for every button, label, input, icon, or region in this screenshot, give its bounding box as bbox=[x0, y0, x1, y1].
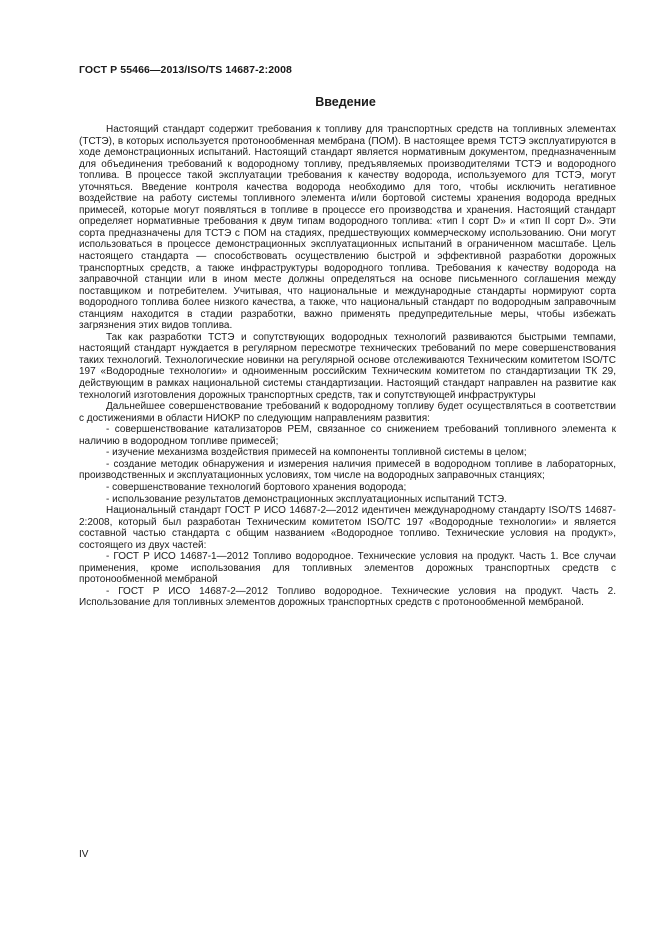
list-item: - использование результатов демонстрационных эксплуатационных испытаний ТСТЭ. bbox=[106, 493, 507, 505]
document-body bbox=[79, 124, 616, 609]
page-number: IV bbox=[79, 849, 89, 860]
paragraph-development: Так как разработки ТСТЭ и сопутствующих водородных технологий развиваются быстрыми темпами, настоящий стандарт нуждается в регулярном пересмотре технических требований по мере совершенствования таких технологий. Технологические новинки на регулярной основе отслеживаются Техническим комитетом ISO/TC 197 «Водородные технологии» и одноименным российским Техническим комитетом по стандартизации ТК 29, действующим в рамках национальной системы стандартизации. Настоящий стандарт направлен на развитие как технологий изготовления дорожных транспортных средств, так и сопутствующей инфраструктуры bbox=[79, 331, 616, 401]
list-item: - совершенствование катализаторов РЕМ, связанное со снижением требований топливного элемента к наличию в водородном топливе примесей; bbox=[79, 424, 616, 447]
list-item: - ГОСТ Р ИСО 14687-1—2012 Топливо водородное. Технические условия на продукт. Часть 1. Все случаи применения, кроме использования для топливных элементов дорожных транспортных средств с протонообменной мембраной bbox=[79, 551, 616, 586]
list-item: - изучение механизма воздействия примесей на компоненты топливной системы в целом; bbox=[106, 447, 527, 459]
document-header: ГОСТ Р 55466—2013/ISO/TS 14687-2:2008 bbox=[79, 64, 292, 76]
list-item: - создание методик обнаружения и измерения наличия примесей в водородном топливе в лабораторных, производственных и эксплуатационных условиях, том числе на водородных заправочных станциях; bbox=[79, 458, 616, 482]
section-title: Введение bbox=[315, 95, 376, 109]
list-item: - совершенствование технологий бортового хранения водорода; bbox=[106, 481, 407, 493]
paragraph-improvement: Дальнейшее совершенствование требований к водородному топливу будет осуществляться в соответствии с достижениями в области НИОКР по следующим направлениям развития: bbox=[79, 401, 616, 424]
paragraph-intro: Настоящий стандарт содержит требования к топливу для транспортных средств на топливных элементах (ТСТЭ), в которых используется протонообменная мембрана (ПОМ). В настоящее время ТСТЭ эксплуатируются в ходе демонстрационных испытаний. Настоящий стандарт является нормативным документом, предназначенным для объединения требований к водородному топливу, предъявляемых производителями ТСТЭ и водородного топлива. В процессе такой эксплуатации требования к качеству водорода, используемого для ТСТЭ, могут уточняться. Введение контроля качества водорода необходимо для того, чтобы исключить негативное воздействие на работу системы топливного элемента и/или бортовой системы хранения водорода вредных примесей, которые могут появляться в топливе в процессе его производства и хранения. Настоящий стандарт определяет нормативные требования к двум типам водородного топлива: «тип I сорт D» и «тип II сорт D». Эти сорта предназначены для ТСТЭ с ПОМ на стадиях, предшествующих коммерческому использованию. Они могут использоваться в процессе демонстрационных эксплуатационных испытаний в ограниченном масштабе. Цель настоящего стандарта — способствовать осуществлению быстрой и эффективной разработки дорожных транспортных средств, а также инфраструктуры водородного топлива. Требования к качеству водорода на заправочной станции или в ином месте должны определяться на основе письменного соглашения между поставщиком и потребителем. Учитывая, что национальные и международные стандарты нормируют сорта водородного топлива более низкого качества, а также, что национальный стандарт по водородным заправочным станциям находится в стадии разработки, важно применять предупредительные меры, чтобы избежать загрязнения этих видов топлива. bbox=[79, 124, 616, 332]
list-item: - ГОСТ Р ИСО 14687-2—2012 Топливо водородное. Технические условия на продукт. Часть 2. Использование для топливных элементов дорожных транспортных средств с протонообменной мембраной. bbox=[79, 585, 616, 609]
paragraph-national-standard: Национальный стандарт ГОСТ Р ИСО 14687-2—2012 идентичен международному стандарту ISO/TS 14687-2:2008, который был разработан Техническим комитетом ISO/TC 197 «Водородные технологии» и является составной частью стандарта с общим названием «Водородное топливо. Технические условия на продукт», состоящего из двух частей: bbox=[79, 505, 616, 551]
